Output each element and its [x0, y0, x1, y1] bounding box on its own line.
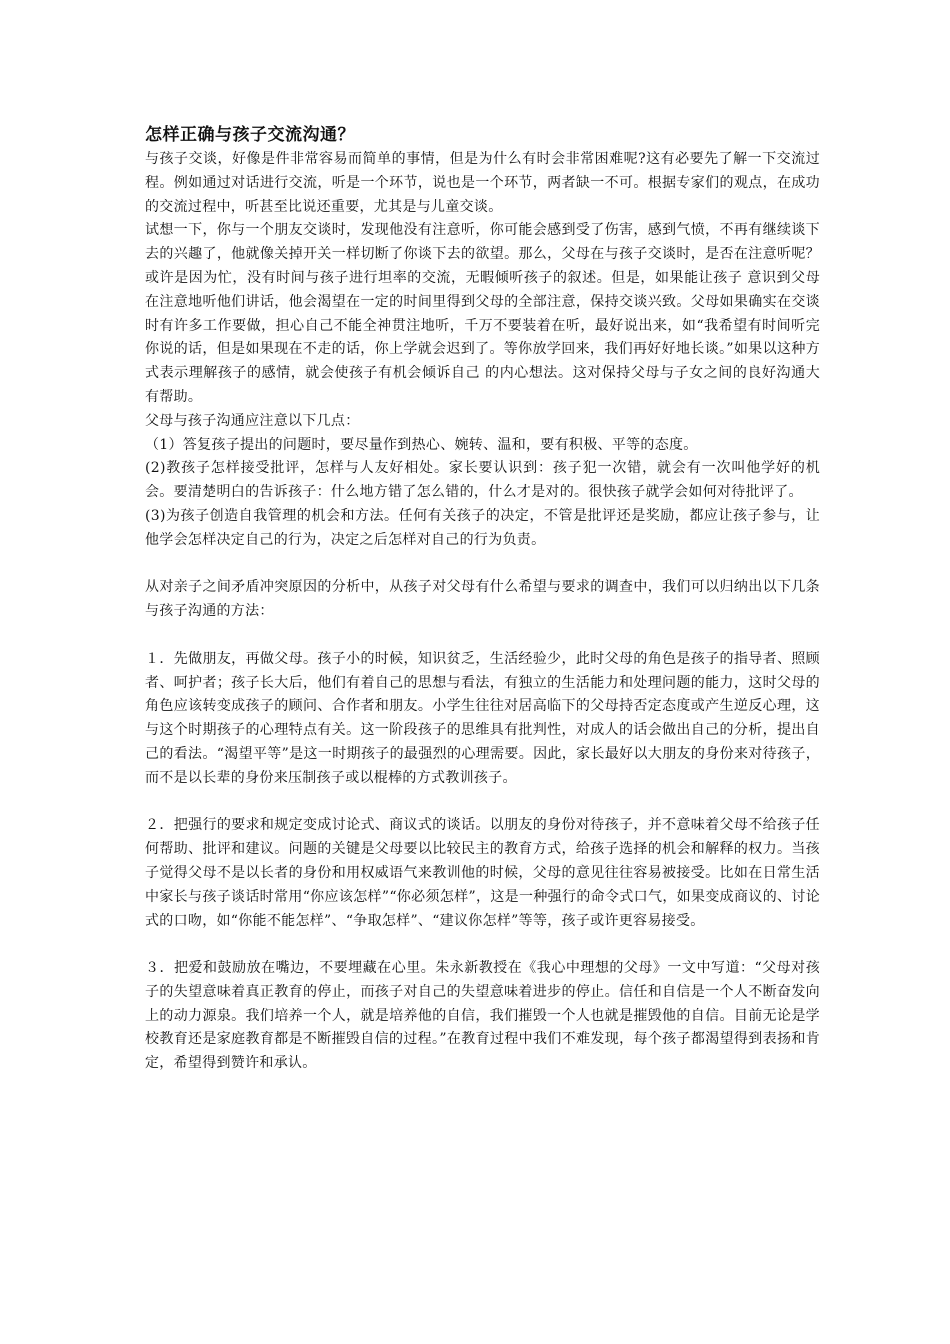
blank-line: [145, 553, 820, 577]
paragraph-method-3: ３．把爱和鼓励放在嘴边，不要埋藏在心里。朱永新教授在《我心中理想的父母》一文中写道：“父母对孩子的失望意味着真正教育的停止，而孩子对自己的失望意味着进步的停止。信任和自信是一个人不断奋发向上的动力源泉。我们培养一个人，就是培养他的自信，我们摧毁一个人也就是摧毁他的自信。目前无论是学校教育还是家庭教育都是不断摧毁自信的过程。”在教育过程中我们不难发现，每个孩子都渴望得到表扬和肯定，希望得到赞许和承认。: [145, 960, 820, 1072]
blank-line: [145, 624, 820, 648]
paragraph-analysis: 从对亲子之间矛盾冲突原因的分析中，从孩子对父母有什么希望与要求的调查中，我们可以归纳出以下几条与孩子沟通的方法：: [145, 579, 820, 620]
paragraph-point-2: (2)教孩子怎样接受批评，怎样与人友好相处。家长要认识到：孩子犯一次错，就会有一次叫他学好的机会。要清楚明白的告诉孩子：什么地方错了怎么错的，什么才是对的。很快孩子就学会如何对待批评了。: [145, 460, 820, 501]
blank-line: [145, 791, 820, 815]
blank-line: [145, 933, 820, 957]
paragraph-point-3: (3)为孩子创造自我管理的机会和方法。任何有关孩子的决定，不管是批评还是奖励，都应让孩子参与，让他学会怎样决定自己的行为，决定之后怎样对自己的行为负责。: [145, 507, 820, 548]
paragraph-listening: 试想一下，你与一个朋友交谈时，发现他没有注意听，你可能会感到受了伤害，感到气愤，不再有继续谈下去的兴趣了，他就像关掉开关一样切断了你谈下去的欲望。那么，父母在与孩子交谈时，是否在注意听呢？或许是因为忙，没有时间与孩子进行坦率的交流，无暇倾听孩子的叙述。但是，如果能让孩子 意识到父母在注意地听他们讲话，他会渴望在一定的时间里得到父母的全部注意，保持交谈兴致。父母如果确实在交谈时有许多工作要做，担心自己不能全神贯注地听，千万不要装着在听，最好说出来，如“我希望有时间听完你说的话，但是如果现在不走的话，你上学就会迟到了。等你放学回来，我们再好好地长谈。”如果以这种方式表示理解孩子的感情，就会使孩子有机会倾诉自己 的内心想法。这对保持父母与子女之间的良好沟通大有帮助。: [145, 222, 820, 405]
paragraph-method-1: １．先做朋友，再做父母。孩子小的时候，知识贫乏，生活经验少，此时父母的角色是孩子的指导者、照顾者、呵护者；孩子长大后，他们有着自己的思想与看法，有独立的生活能力和处理问题的能力，这时父母的角色应该转变成孩子的顾问、合作者和朋友。小学生往往对居高临下的父母持否定态度或产生逆反心理，这与这个时期孩子的心理特点有关。这一阶段孩子的思维具有批判性，对成人的话会做出自己的分析，提出自己的看法。“渴望平等”是这一时期孩子的最强烈的心理需要。因此，家长最好以大朋友的身份来对待孩子，而不是以长辈的身份来压制孩子或以棍棒的方式教训孩子。: [145, 650, 820, 786]
document-title: 怎样正确与孩子交流沟通？: [145, 125, 355, 145]
paragraph-point-1: （1）答复孩子提出的问题时，要尽量作到热心、婉转、温和，要有积极、平等的态度。: [145, 436, 698, 453]
paragraph-points-heading: 父母与孩子沟通应注意以下几点：: [145, 412, 360, 429]
document-page: [145, 122, 820, 1076]
paragraph-intro: 与孩子交谈，好像是件非常容易而简单的事情，但是为什么有时会非常困难呢?这有必要先了解一下交流过程。例如通过对话进行交流，听是一个环节，说也是一个环节，两者缺一不可。根据专家们的观点，在成功的交流过程中，听甚至比说还重要，尤其是与儿童交谈。: [145, 151, 820, 215]
paragraph-method-2: ２．把强行的要求和规定变成讨论式、商议式的谈话。以朋友的身份对待孩子，并不意味着父母不给孩子任何帮助、批评和建议。问题的关键是父母要以比较民主的教育方式，给孩子选择的机会和解释的权力。当孩子觉得父母不是以长者的身份和用权威语气来教训他的时候，父母的意见往往容易被接受。比如在日常生活中家长与孩子谈话时常用“你应该怎样”“你必须怎样”，这是一种强行的命令式口气，如果变成商议的、讨论式的口吻，如“你能不能怎样”、“争取怎样”、“建议你怎样”等等，孩子或许更容易接受。: [145, 817, 820, 929]
